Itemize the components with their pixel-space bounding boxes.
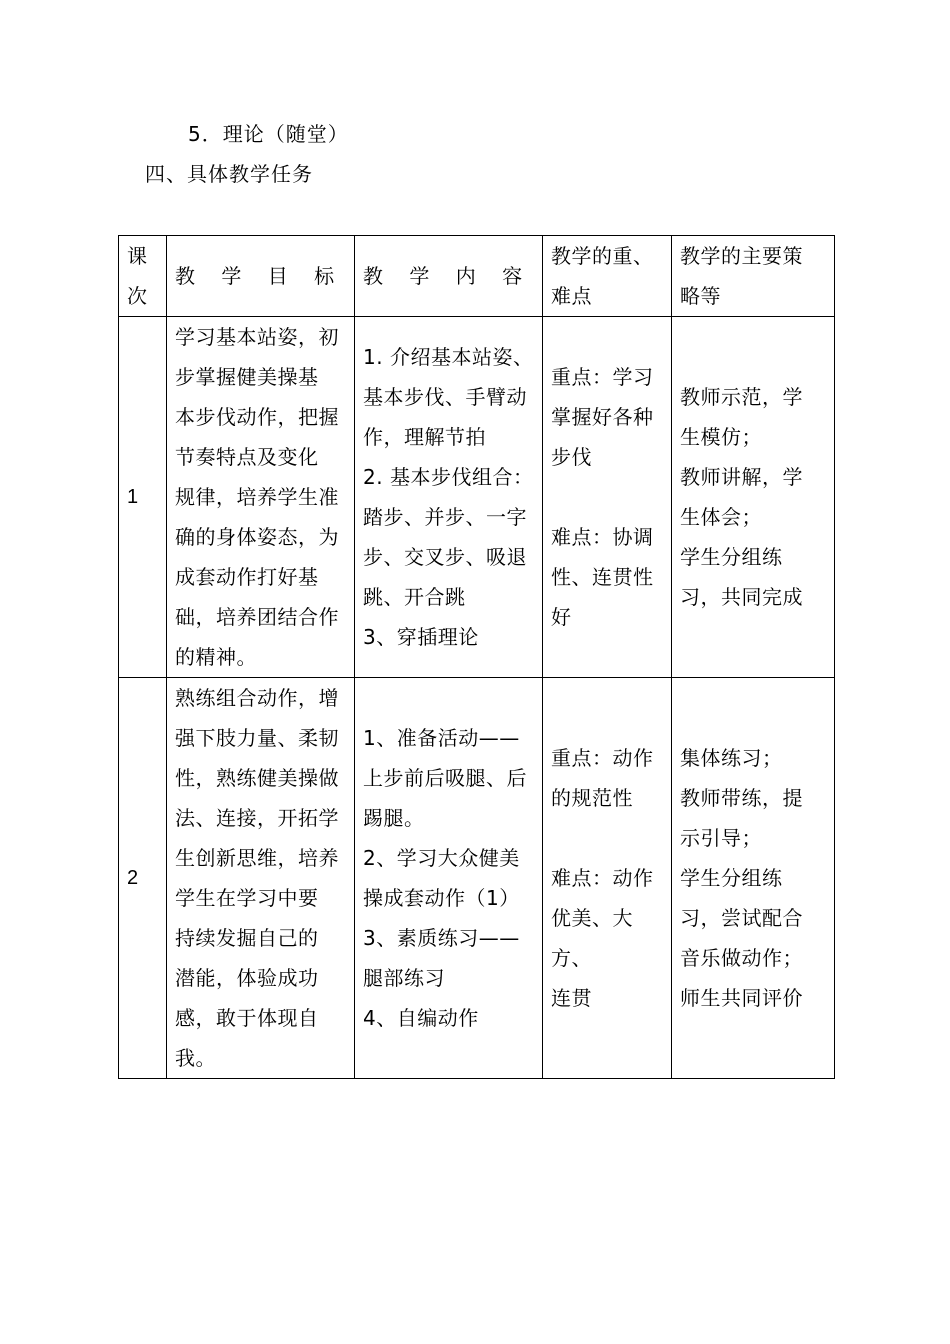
header-lesson: 课 次 [119, 236, 167, 317]
goal-cell: 熟练组合动作，增 强下肢力量、柔韧 性，熟练健美操做 法、连接，开拓学 生创新思维，培养 学生在学习中要 持续发掘自己的 潜能，体验成功 感，敢于体现自 我。 [167, 678, 355, 1079]
goal-cell: 学习基本站姿，初 步掌握健美操基 本步伐动作，把握 节奏特点及变化 规律，培养学生准 确的身体姿态，为 成套动作打好基 础，培养团结合作 的精神。 [167, 317, 355, 678]
strategy-cell: 集体练习； 教师带练，提 示引导； 学生分组练 习，尝试配合 音乐做动作； 师生共同评价 [672, 678, 835, 1079]
content-cell: 1. 介绍基本站姿、 基本步伐、手臂动 作，理解节拍 2. 基本步伐组合： 踏步、并步、一字 步、交叉步、吸退 跳、开合跳 3、穿插理论 [355, 317, 543, 678]
lesson-number: 2 [119, 678, 167, 1079]
key-points-cell: 重点：学习 掌握好各种 步伐 难点：协调 性、连贯性 好 [543, 317, 672, 678]
header-goal: 教 学 目 标 [167, 236, 355, 317]
content-cell: 1、准备活动—— 上步前后吸腿、后 踢腿。 2、学习大众健美 操成套动作（1） 3、素质练习—— 腿部练习 4、自编动作 [355, 678, 543, 1079]
lesson-number: 1 [119, 317, 167, 678]
table-header-row [119, 236, 835, 317]
section-heading: 四、具体教学任务 [145, 162, 313, 186]
theory-item-line: 5．理论（随堂） [188, 122, 349, 146]
header-key-points: 教学的重、 难点 [543, 236, 672, 317]
key-points-cell: 重点：动作 的规范性 难点：动作 优美、大方、 连贯 [543, 678, 672, 1079]
table-row [119, 678, 835, 1079]
table-row [119, 317, 835, 678]
header-content: 教 学 内 容 [355, 236, 543, 317]
teaching-task-table [118, 235, 835, 1079]
strategy-cell: 教师示范，学 生模仿； 教师讲解，学 生体会； 学生分组练 习，共同完成 [672, 317, 835, 678]
header-strategy: 教学的主要策 略等 [672, 236, 835, 317]
